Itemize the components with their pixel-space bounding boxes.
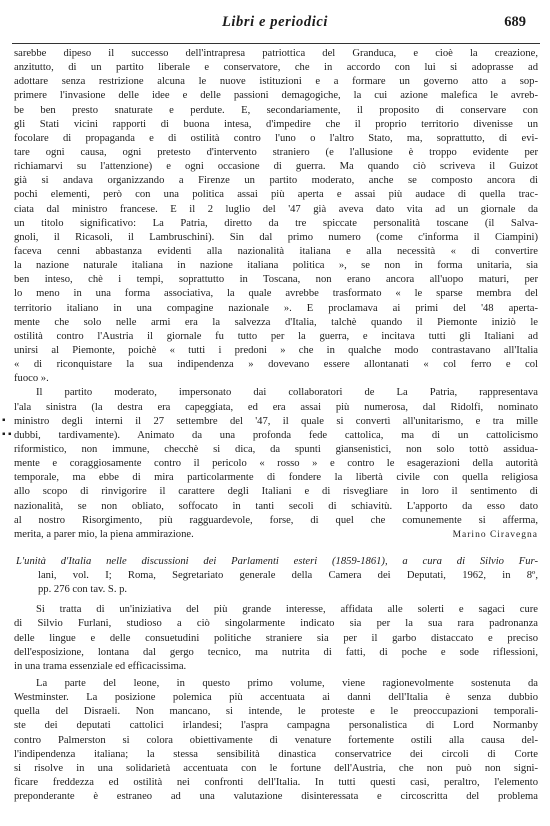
text-line: richiamarvi su l'attenzione) e ogni occasione di guerra. Ma quando ciò scriveva il Guizot [14, 161, 538, 173]
text-line: focolare di propaganda e di ostilità contro l'uno o l'altro Stato, ma, soprattutto, di evi- [14, 132, 538, 144]
review-intro-paragraph [14, 603, 538, 674]
text-line: gli Stati vicini rapporti di buona intesa, d'impedire che il proprio territorio divenisse un [14, 118, 538, 130]
text-line: nazionalità, se non obliato, soffocato in tanti secoli di schiavitù. L'apporto da esso dato [14, 500, 538, 512]
text-line: preponderante è estraneo ad una valutazione disinteressata e circoscritta del problema [14, 791, 538, 803]
review-body-paragraph [14, 677, 538, 804]
text-line: gnoli, il Ricasoli, il Lambruschini). Sin dal primo numero (come c'informa il Ciampini) [14, 231, 538, 243]
text-line: unirsi al Piemonte, poichè « tutti i predoni » che in qualche modo contrastavano all'Italia [14, 344, 538, 356]
text-line: pochi elementi, però con una politica assai più aperta e assai più audace di quella trac- [14, 189, 538, 201]
text-line: mente e coraggiosamente contro il pericolo « rosso » e contro le esagerazioni della autorità [14, 458, 538, 470]
text-line: al nostro Risorgimento, più ragguardevole, forse, di quel che comunemente si afferma, [14, 514, 538, 526]
text-line: in una trama essenziale ed efficacissima. [14, 660, 187, 672]
text-line: già si andava organizzando a Firenze un partito moderato, anche se composto ancora di [14, 175, 538, 187]
text-line: si risolve in una solidarietà accentuata con le fortune dell'Austria, che non può non signi- [14, 762, 538, 774]
text-line: tare ogni causa, ogni pretesto d'intervento straniero (e l'allusione è troppo evidente per [14, 146, 538, 158]
closing-text: merita, a parer mio, la piena ammirazione. [14, 528, 194, 540]
page-header [0, 14, 550, 38]
text-line: di Silvio Furlani, studioso a ciò singolarmente indicato sia per la sua rara padronanza [14, 618, 538, 630]
review-citation-line: lani, vol. I; Roma, Segretariato generale della Camera dei Deputati, 1962, in 8º, [38, 570, 538, 582]
review-continuation-paragraph [14, 47, 538, 386]
text-line: ostilità contro l'Austria il giornale fu tutto per la guerra, e incitava tutti gli Italiani ad [14, 330, 538, 342]
reviewer-signature: Marino Ciravegna [452, 529, 538, 540]
text-line: lo meno in una forma associativa, la quale avrebbe trasformato « le sparse membra del [14, 288, 538, 300]
text-line: Il partito moderato, impersonato dai collaboratori de La Patria, rappresentava [36, 387, 538, 399]
text-line: delle lingue e delle consuetudini politiche straniere sia per il garbo distaccato e preciso [14, 632, 538, 644]
margin-mark: ▪ [2, 415, 6, 427]
text-line: « di riconquistare la sua indipendenza » dovevano essere allontanati « col ferro e col [14, 359, 538, 371]
second-paragraph [2, 386, 538, 542]
text-line: adottare senza restrizione alcuna le nuove istituzioni e a formare un governo atto a sop- [14, 76, 538, 88]
text-line: ministro degli interni il 27 settembre del '47, il quale si convertì all'unitarismo, e tra mille [14, 415, 538, 427]
text-line: Si tratta di un'iniziativa del più grande interesse, affidata alle solerti e sagaci cure [36, 604, 538, 616]
text-line: riformistico, non immune, checchè si dica, da spunti giansenistici, non solo tottò assidua- [14, 443, 538, 455]
text-line: ficare freddezza ed ostilità nei confronti dell'Italia. In tutti questi casi, peraltro, l'elemento [14, 777, 538, 789]
text-line: be ben presto snaturate e perdute. E, secondariamente, il proposito di conservare con [14, 104, 538, 116]
review-heading [14, 555, 538, 597]
header-rule [12, 43, 540, 44]
text-line: contro Palmerston si colora obiettivamente di venature fortemente ostili alla causa del- [14, 734, 538, 746]
text-line: la nazione naturale italiana in nazione italiana politica », se non in forma unitaria, sia [14, 260, 538, 272]
running-title: Libri e periodici [221, 14, 329, 30]
text-line: faceva cenni abbastanza evidenti alla nazionalità italiana e alla necessità « di convertire [14, 245, 538, 257]
text-line: sarebbe dipeso il successo dell'intrapresa patriottica del Granduca, e cioè la creazione, [14, 48, 538, 59]
text-line: l'indipendenza italiana; la stessa sensibilità dinastica conservatrice dei circoli di Corte [14, 748, 538, 760]
text-line: anzitutto, di un partito liberale e conservatore, che in accordo con lui si adoprasse ad [14, 62, 538, 74]
text-line: territorio italiano in una compagine nazionale ». E proclamava ai primi del '48 apertа- [14, 302, 538, 314]
text-line: ciata dal ministro francese. E il 2 luglio del '47 già aveva dato vita ad un giornale da [14, 203, 538, 215]
text-line: ste dei deputati cattolici irlandesi; l'aspra campagna personalistica di Lord Normanby [14, 720, 538, 732]
page-number: 689 [504, 14, 526, 30]
text-line: Westminster. La posizione polemica più accentuata ai danni dell'Italia è senza dubbio [14, 692, 538, 704]
text-line: dell'esposizione, lontana dal gergo tecnico, ma nutrita di fatti, di poche e sode riflessioni, [14, 646, 538, 658]
review-citation-line: L'unità d'Italia nelle discussioni dei Parlamenti esteri (1859-1861), a cura di Silvio Fur- [16, 555, 538, 567]
text-line: temporale, ma ebbe di mira particolarmente di fondere la libertà civile con quella religiosa [14, 472, 538, 484]
text-line: fuoco ». [14, 373, 49, 385]
text-line: primere l'invasione delle idee e delle passioni demagogiche, la cui azione malefica le avreb- [14, 90, 538, 102]
signature-line [14, 528, 538, 542]
text-line: La parte del leone, in questo primo volume, viene ragionevolmente sostenuta da [36, 678, 538, 690]
margin-mark: ▪ ▪ [2, 429, 12, 441]
review-citation-line: pp. 276 con tav. S. p. [38, 584, 128, 596]
text-line: allo scopo di rinvigorire il carattere degli Italiani e di risvegliare in loro il sentimento di [14, 486, 538, 498]
text-line: l'ala sinistra (la destra era capeggiata, ed era assai più numerosa, dal Ridolfi, nominato [14, 401, 538, 413]
text-line: mente che solo nelle armi era la salvezza d'Italia, talchè quando il Piemonte iniziò le [14, 316, 538, 328]
page-body [2, 47, 538, 804]
text-line: quella del Disraeli. Non mancano, si intende, le proteste e le preoccupazioni temporali- [14, 706, 538, 718]
text-line: un titolo significativo: La Patria, diretto da tre spiccate personalità toscane (il Salva- [14, 217, 538, 229]
text-line: dubbi, tardivamente). Animato da una profonda fede cattolica, ma di un cattolicismo [14, 429, 538, 441]
text-line: ben inteso, chè i tempi, soprattutto in Toscana, non erano ancora all'uopo maturi, per [14, 274, 538, 286]
